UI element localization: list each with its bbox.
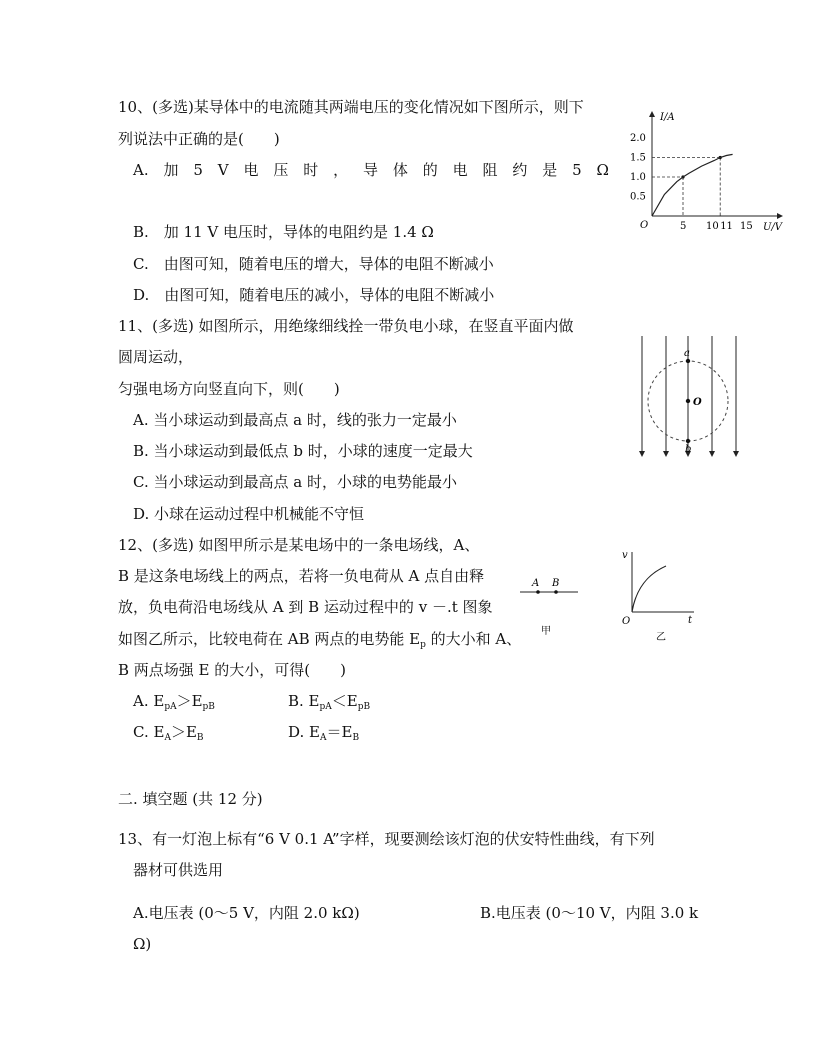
q12-option-b: B. $E_{pA}<E_{pB}$ [288,692,371,712]
q10-option-a-token: 5 [572,161,582,179]
vt-caption: 乙 [656,632,666,643]
q11-option-d: D. 小球在运动过程中机械能不守恒 [133,505,365,523]
vt-curve [632,566,666,612]
q12-option-d: D. $E_A=E_B$ [288,723,360,743]
jia-label-a: A [532,578,540,589]
q10-option-a-token: 导 [362,161,378,179]
q10-option-a-token: 是 [542,161,558,179]
q13-line2: 器材可供选用 [133,861,224,879]
q10-option-a [133,160,609,180]
iu-y-tick-label: 1.0 [630,172,646,183]
iu-y-tick-label: 1.5 [630,152,646,164]
iu-y-axis-label: I/A [660,112,675,123]
iu-x-tick-label: 5 [680,221,687,232]
q10-option-a-token: 阻 [482,161,498,179]
q10-option-d: D. 由图可知，随着电压的减小，导体的电阻不断减小 [133,286,495,304]
q11-title-cont2: 匀强电场方向竖直向下，则( ) [118,380,340,398]
q11-option-a: A. 当小球运动到最高点 a 时，线的张力一定最小 [133,411,457,429]
q10-option-a-token: 体 [392,161,408,179]
iu-x-axis-label: U/V [763,222,783,233]
jia-point-b [554,590,558,594]
iu-ticks [630,133,753,232]
q10-option-a-token: 约 [512,161,528,179]
point-b [686,439,690,443]
iu-y-tick-label: 2.0 [630,133,646,144]
iu-x-tick-label: 15 [740,221,753,232]
iu-guide-lines [652,156,722,216]
q10-option-c: C. 由图可知，随着电压的增大，导体的电阻不断减小 [133,255,494,273]
vt-y-label: v [622,550,628,561]
jia-caption: 甲 [541,626,551,637]
q13-option-b-cont: Ω) [133,935,152,953]
q11-title: 11、(多选) 如图所示，用绝缘细线拴一带负电小球，在竖直平面内做 [118,317,574,335]
vt-x-label: t [688,615,693,626]
section2-title: 二. 填空题 (共 12 分) [118,790,263,808]
q12-option-c: C. $E_A>E_B$ [133,723,204,743]
q12-line1: 12、(多选) 如图甲所示是某电场中的一条电场线，A、 [118,536,480,554]
circle-field-figure [632,334,747,464]
q10-option-a-token: 时 [303,161,319,179]
point-a [686,359,690,363]
iu-x-tick-label: 10 [706,221,719,232]
iu-y-tick-label: 0.5 [630,191,646,203]
q10-title: 10、(多选)某导体中的电流随其两端电压的变化情况如下图所示，则下 [118,98,584,116]
point-o [686,399,690,403]
q10-option-a-token: Ω [596,161,609,179]
q13-option-a: A.电压表 (0～5 V，内阻 2.0 kΩ) [133,904,360,922]
q13-line1: 13、有一灯泡上标有“6 V 0.1 A”字样，现要测绘该灯泡的伏安特性曲线，有下列 [118,830,655,848]
vt-origin: O [622,616,631,627]
q10-option-a-token: 5 [193,161,203,179]
q10-option-b: B. 加 11 V 电压时，导体的电阻约是 1.4 Ω [133,223,434,241]
q13-option-b: B.电压表 (0～10 V，内阻 3.0 k [480,904,699,922]
q10-option-a-token: V [217,161,229,179]
q12-line2: B 是这条电场线上的两点，若将一负电荷从 A 点自由释 [118,567,485,585]
q10-option-a-token: 电 [452,161,468,179]
q11-title-cont: 圆周运动， [118,348,194,366]
q10-option-a-token: 电 [243,161,259,179]
q12-line3: 放，负电荷沿电场线从 A 到 B 运动过程中的 v －.t 图象 [118,598,493,616]
field-line-figure-jia [518,572,580,642]
q11-option-b: B. 当小球运动到最低点 b 时，小球的速度一定最大 [133,442,473,460]
q10-option-a-token: 的 [422,161,438,179]
jia-point-a [536,590,540,594]
q10-option-a-token: A. [133,161,149,179]
vt-graph-yi [618,548,698,646]
q10-title-cont: 列说法中正确的是( ) [118,130,280,148]
q12-line4: 如图乙所示，比较电荷在 AB 两点的电势能 $E_p$ 的大小和 A、 [118,630,522,650]
iu-origin: O [640,220,649,231]
q10-option-a-token: ， [333,161,349,179]
q10-option-a-token: 加 [163,161,179,179]
iu-graph [622,104,792,234]
iu-x-tick-label: 11 [720,221,733,232]
q10-option-a-token: 压 [273,161,289,179]
label-b: b [685,444,692,455]
label-a: a [684,348,690,359]
label-o: O [693,397,702,408]
q12-option-a: A. $E_{pA}>E_{pB}$ [133,692,215,712]
q11-option-c: C. 当小球运动到最高点 a 时，小球的电势能最小 [133,473,457,491]
jia-label-b: B [552,578,560,589]
q12-line5: B 两点场强 E 的大小，可得( ) [118,661,346,679]
